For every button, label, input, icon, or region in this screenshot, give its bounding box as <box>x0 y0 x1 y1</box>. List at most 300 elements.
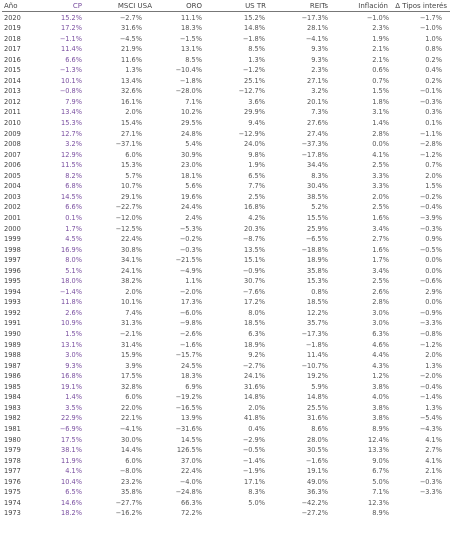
cell-us-tr: 25.1% <box>244 76 265 85</box>
cell-rate-change: −0.3% <box>419 477 442 486</box>
table-header <box>0 0 452 11</box>
cell-year: 2005 <box>4 171 21 180</box>
cell-gold: 24.8% <box>181 129 202 138</box>
cell-us-tr: 8.3% <box>248 488 265 497</box>
cell-year: 1979 <box>4 446 21 455</box>
cell-us-tr: 30.7% <box>244 277 265 286</box>
cell-rate-change: −2.8% <box>419 140 442 149</box>
cell-us-tr: −1.8% <box>242 34 265 43</box>
cell-inflation: 2.1% <box>372 45 389 54</box>
cell-msci-usa: 22.0% <box>121 403 142 412</box>
cell-msci-usa: 1.3% <box>125 66 142 75</box>
header-us-tr: US TR <box>245 2 266 10</box>
cell-reits: 38.5% <box>307 192 328 201</box>
cell-reits: 14.8% <box>307 393 328 402</box>
cell-gold: 22.4% <box>181 467 202 476</box>
cell-inflation: 1.9% <box>372 34 389 43</box>
cell-cp: 0.1% <box>65 213 82 222</box>
cell-gold: −1.6% <box>179 340 202 349</box>
cell-msci-usa: 16.1% <box>121 97 142 106</box>
cell-year: 1978 <box>4 456 21 465</box>
table-row <box>0 266 452 276</box>
cell-cp: 9.3% <box>65 361 82 370</box>
cell-rate-change: −0.2% <box>419 192 442 201</box>
cell-inflation: 2.8% <box>372 298 389 307</box>
cell-us-tr: 15.1% <box>244 256 265 265</box>
cell-msci-usa: −12.5% <box>115 224 142 233</box>
table-row <box>0 34 452 44</box>
cell-gold: 19.6% <box>181 192 202 201</box>
cell-cp: 1.4% <box>65 393 82 402</box>
cell-gold: −2.6% <box>179 330 202 338</box>
cell-cp: 12.7% <box>61 129 82 138</box>
table-row <box>0 403 452 413</box>
cell-us-tr: 18.5% <box>244 319 265 328</box>
cell-reits: 19.2% <box>307 372 328 381</box>
header-reits: REITs <box>309 2 328 10</box>
table-row <box>0 160 452 170</box>
cell-cp: −6.9% <box>59 424 82 433</box>
cell-msci-usa: 17.5% <box>121 372 142 381</box>
cell-reits: 9.3% <box>311 55 328 64</box>
cell-us-tr: 1.3% <box>248 55 265 64</box>
cell-reits: −4.1% <box>305 34 328 43</box>
cell-msci-usa: 35.8% <box>121 488 142 497</box>
cell-inflation: 3.8% <box>372 403 389 412</box>
cell-us-tr: −7.6% <box>242 287 265 296</box>
cell-rate-change: −1.1% <box>419 129 442 138</box>
cell-us-tr: −8.7% <box>242 235 265 244</box>
cell-inflation: 2.6% <box>372 287 389 296</box>
cell-rate-change: −3.9% <box>419 213 442 222</box>
cell-cp: 16.8% <box>61 372 82 381</box>
cell-year: 1993 <box>4 298 21 307</box>
table-row <box>0 97 452 107</box>
cell-reits: 35.8% <box>307 266 328 275</box>
cell-year: 1975 <box>4 488 21 497</box>
cell-cp: 10.9% <box>61 319 82 328</box>
cell-inflation: 1.5% <box>372 87 389 96</box>
cell-us-tr: −1.2% <box>242 66 265 75</box>
cell-gold: −19.2% <box>175 393 202 402</box>
cell-inflation: 9.0% <box>372 456 389 465</box>
cell-rate-change: −1.4% <box>419 393 442 402</box>
cell-reits: 30.5% <box>307 446 328 455</box>
cell-gold: −4.9% <box>179 266 202 275</box>
table-row <box>0 477 452 487</box>
cell-us-tr: 4.2% <box>248 213 265 222</box>
cell-cp: 11.8% <box>61 298 82 307</box>
cell-us-tr: 18.9% <box>244 340 265 349</box>
cell-inflation: 4.1% <box>372 150 389 159</box>
cell-us-tr: 8.5% <box>248 45 265 54</box>
cell-msci-usa: 30.0% <box>121 435 142 444</box>
cell-year: 1985 <box>4 382 21 391</box>
header-cp: CP <box>72 2 82 10</box>
cell-year: 2019 <box>4 24 21 33</box>
cell-gold: 17.3% <box>181 298 202 307</box>
cell-gold: 66.3% <box>181 498 202 507</box>
cell-reits: 2.3% <box>311 66 328 75</box>
cell-cp: −1.3% <box>59 66 82 75</box>
cell-gold: −15.7% <box>175 351 202 360</box>
cell-year: 2000 <box>4 224 21 233</box>
cell-cp: 15.3% <box>61 119 82 127</box>
cell-rate-change: −0.3% <box>419 224 442 233</box>
cell-gold: 10.2% <box>181 108 202 117</box>
cell-reits: 18.9% <box>307 256 328 265</box>
cell-reits: 11.4% <box>307 351 328 360</box>
cell-rate-change: 0.1% <box>425 119 442 127</box>
cell-cp: 6.5% <box>65 488 82 497</box>
table-row <box>0 255 452 265</box>
cell-inflation: 1.2% <box>372 372 389 381</box>
cell-gold: −1.5% <box>179 34 202 43</box>
cell-cp: 6.8% <box>65 182 82 191</box>
cell-inflation: 2.5% <box>372 161 389 170</box>
cell-msci-usa: 29.1% <box>121 192 142 201</box>
cell-reits: −17.3% <box>301 13 328 22</box>
cell-rate-change: −0.3% <box>419 97 442 106</box>
cell-year: 2008 <box>4 140 21 149</box>
cell-cp: 18.0% <box>61 277 82 286</box>
cell-reits: −1.8% <box>305 340 328 349</box>
cell-us-tr: 14.8% <box>244 393 265 402</box>
table-row <box>0 118 452 128</box>
cell-reits: 9.3% <box>311 45 328 54</box>
cell-reits: 25.9% <box>307 224 328 233</box>
cell-us-tr: −0.5% <box>242 446 265 455</box>
cell-reits: 30.4% <box>307 182 328 191</box>
cell-reits: 18.5% <box>307 298 328 307</box>
cell-gold: −6.0% <box>179 308 202 317</box>
cell-reits: −27.2% <box>301 509 328 518</box>
table-row <box>0 171 452 181</box>
cell-year: 1980 <box>4 435 21 444</box>
cell-year: 1982 <box>4 414 21 423</box>
cell-inflation: 3.3% <box>372 171 389 180</box>
cell-cp: 1.5% <box>65 330 82 338</box>
cell-reits: 8.6% <box>311 424 328 433</box>
cell-rate-change: −0.1% <box>419 87 442 96</box>
cell-gold: −1.8% <box>179 76 202 85</box>
cell-msci-usa: 32.6% <box>121 87 142 96</box>
cell-year: 2002 <box>4 203 21 212</box>
cell-cp: 14.5% <box>61 192 82 201</box>
cell-reits: 27.4% <box>307 129 328 138</box>
cell-rate-change: 0.0% <box>425 266 442 275</box>
cell-cp: −1.1% <box>59 34 82 43</box>
cell-reits: −1.6% <box>305 456 328 465</box>
cell-msci-usa: 38.2% <box>121 277 142 286</box>
cell-reits: 28.1% <box>307 24 328 33</box>
cell-rate-change: −4.3% <box>419 424 442 433</box>
cell-year: 2003 <box>4 192 21 201</box>
cell-year: 1996 <box>4 266 21 275</box>
cell-reits: 5.9% <box>311 382 328 391</box>
cell-year: 1973 <box>4 509 21 518</box>
cell-inflation: 7.1% <box>372 488 389 497</box>
cell-rate-change: −0.6% <box>419 277 442 286</box>
header-year: Año <box>4 2 18 10</box>
cell-msci-usa: 3.9% <box>125 361 142 370</box>
cell-year: 1976 <box>4 477 21 486</box>
cell-msci-usa: −2.1% <box>119 330 142 338</box>
cell-rate-change: 2.0% <box>425 351 442 360</box>
cell-gold: 13.1% <box>181 45 202 54</box>
cell-us-tr: 5.0% <box>248 498 265 507</box>
cell-cp: 1.7% <box>65 224 82 233</box>
cell-inflation: 2.5% <box>372 277 389 286</box>
cell-reits: 12.2% <box>307 308 328 317</box>
cell-inflation: 12.4% <box>368 435 389 444</box>
cell-cp: 13.4% <box>61 108 82 117</box>
cell-rate-change: −3.3% <box>419 488 442 497</box>
cell-cp: 2.6% <box>65 308 82 317</box>
cell-inflation: 0.6% <box>372 66 389 75</box>
cell-inflation: 3.3% <box>372 182 389 191</box>
cell-msci-usa: 6.0% <box>125 456 142 465</box>
cell-inflation: 1.6% <box>372 213 389 222</box>
cell-reits: −10.7% <box>301 361 328 370</box>
table-row <box>0 498 452 508</box>
cell-rate-change: −0.9% <box>419 308 442 317</box>
cell-msci-usa: 22.4% <box>121 235 142 244</box>
cell-rate-change: −1.2% <box>419 150 442 159</box>
cell-rate-change: 1.0% <box>425 34 442 43</box>
cell-us-tr: −2.7% <box>242 361 265 370</box>
cell-reits: 15.5% <box>307 213 328 222</box>
cell-gold: 7.1% <box>185 97 202 106</box>
cell-us-tr: 24.0% <box>244 140 265 149</box>
cell-us-tr: 20.3% <box>244 224 265 233</box>
table-row <box>0 435 452 445</box>
table-row <box>0 245 452 255</box>
cell-us-tr: 17.2% <box>244 298 265 307</box>
table-row <box>0 13 452 23</box>
cell-inflation: 3.0% <box>372 308 389 317</box>
cell-reits: 0.8% <box>311 287 328 296</box>
table-row <box>0 107 452 117</box>
table-row <box>0 23 452 33</box>
cell-gold: 2.4% <box>185 213 202 222</box>
cell-gold: −28.0% <box>175 87 202 96</box>
cell-gold: 72.2% <box>181 509 202 518</box>
table-row <box>0 361 452 371</box>
cell-gold: −2.0% <box>179 287 202 296</box>
table-row <box>0 76 452 86</box>
table-row <box>0 276 452 286</box>
cell-us-tr: −1.9% <box>242 467 265 476</box>
cell-year: 2014 <box>4 76 21 85</box>
table-row <box>0 150 452 160</box>
cell-inflation: 1.7% <box>372 256 389 265</box>
cell-rate-change: −5.4% <box>419 414 442 423</box>
cell-cp: 11.4% <box>61 45 82 54</box>
cell-inflation: 2.1% <box>372 55 389 64</box>
cell-us-tr: 14.8% <box>244 24 265 33</box>
cell-gold: 14.5% <box>181 435 202 444</box>
table-row <box>0 234 452 244</box>
cell-gold: 13.9% <box>181 414 202 423</box>
cell-inflation: 4.0% <box>372 393 389 402</box>
cell-reits: 27.1% <box>307 76 328 85</box>
cell-us-tr: −12.9% <box>238 129 265 138</box>
table-row <box>0 86 452 96</box>
cell-cp: 3.5% <box>65 403 82 412</box>
cell-cp: 13.1% <box>61 340 82 349</box>
cell-cp: 10.4% <box>61 477 82 486</box>
cell-year: 2017 <box>4 45 21 54</box>
cell-inflation: 2.7% <box>372 235 389 244</box>
cell-year: 1997 <box>4 256 21 265</box>
cell-inflation: 2.8% <box>372 129 389 138</box>
cell-reits: −37.3% <box>301 140 328 149</box>
cell-us-tr: 31.6% <box>244 382 265 391</box>
table-row <box>0 371 452 381</box>
cell-rate-change: −0.8% <box>419 330 442 338</box>
table-row <box>0 413 452 423</box>
cell-gold: 18.3% <box>181 24 202 33</box>
cell-year: 2010 <box>4 119 21 127</box>
cell-rate-change: 0.9% <box>425 235 442 244</box>
table-row <box>0 202 452 212</box>
cell-msci-usa: 2.0% <box>125 287 142 296</box>
cell-gold: −10.4% <box>175 66 202 75</box>
cell-rate-change: −1.2% <box>419 340 442 349</box>
cell-msci-usa: 30.8% <box>121 245 142 254</box>
cell-year: 1999 <box>4 235 21 244</box>
cell-us-tr: 17.1% <box>244 477 265 486</box>
cell-us-tr: −2.9% <box>242 435 265 444</box>
cell-cp: 22.9% <box>61 414 82 423</box>
cell-gold: −31.6% <box>175 424 202 433</box>
table-row <box>0 181 452 191</box>
cell-cp: 16.9% <box>61 245 82 254</box>
table-row <box>0 456 452 466</box>
cell-gold: −4.0% <box>179 477 202 486</box>
cell-msci-usa: −4.1% <box>119 424 142 433</box>
cell-inflation: 3.4% <box>372 266 389 275</box>
table-row <box>0 508 452 518</box>
cell-year: 1992 <box>4 308 21 317</box>
cell-year: 1989 <box>4 340 21 349</box>
cell-us-tr: 0.4% <box>248 424 265 433</box>
table-row <box>0 487 452 497</box>
cell-us-tr: 9.8% <box>248 150 265 159</box>
cell-msci-usa: 31.4% <box>121 340 142 349</box>
cell-year: 2020 <box>4 13 21 22</box>
cell-year: 1988 <box>4 351 21 360</box>
cell-cp: 6.6% <box>65 55 82 64</box>
cell-rate-change: 0.4% <box>425 66 442 75</box>
cell-reits: 27.6% <box>307 119 328 127</box>
cell-gold: −21.5% <box>175 256 202 265</box>
cell-cp: −1.4% <box>59 287 82 296</box>
cell-msci-usa: 10.1% <box>121 298 142 307</box>
table-row <box>0 297 452 307</box>
cell-gold: 6.9% <box>185 382 202 391</box>
cell-year: 2013 <box>4 87 21 96</box>
cell-year: 1974 <box>4 498 21 507</box>
header-rate-change: Δ Tipos interés <box>395 2 447 10</box>
cell-reits: 5.2% <box>311 203 328 212</box>
cell-rate-change: 2.1% <box>425 467 442 476</box>
cell-reits: 15.3% <box>307 277 328 286</box>
cell-msci-usa: −27.7% <box>115 498 142 507</box>
header-msci-usa: MSCI USA <box>117 2 152 10</box>
cell-msci-usa: 11.6% <box>121 55 142 64</box>
cell-reits: 35.7% <box>307 319 328 328</box>
cell-inflation: 8.9% <box>372 509 389 518</box>
table-row <box>0 382 452 392</box>
table-row <box>0 308 452 318</box>
cell-year: 2007 <box>4 150 21 159</box>
cell-us-tr: −0.9% <box>242 266 265 275</box>
cell-rate-change: 2.7% <box>425 446 442 455</box>
cell-cp: 12.9% <box>61 150 82 159</box>
cell-rate-change: −2.0% <box>419 372 442 381</box>
cell-reits: 20.1% <box>307 97 328 106</box>
cell-inflation: 5.0% <box>372 477 389 486</box>
cell-year: 1998 <box>4 245 21 254</box>
cell-rate-change: −0.5% <box>419 245 442 254</box>
cell-rate-change: −0.4% <box>419 382 442 391</box>
cell-inflation: 1.4% <box>372 119 389 127</box>
cell-msci-usa: 15.3% <box>121 161 142 170</box>
cell-msci-usa: −8.0% <box>119 467 142 476</box>
cell-inflation: 3.0% <box>372 319 389 328</box>
cell-year: 1987 <box>4 361 21 370</box>
table-row <box>0 445 452 455</box>
cell-reits: 36.3% <box>307 488 328 497</box>
cell-cp: 38.1% <box>61 446 82 455</box>
cell-us-tr: 9.2% <box>248 351 265 360</box>
table-row <box>0 213 452 223</box>
cell-msci-usa: −37.1% <box>115 140 142 149</box>
cell-rate-change: 0.0% <box>425 256 442 265</box>
cell-gold: 24.4% <box>181 203 202 212</box>
cell-reits: 7.3% <box>311 108 328 117</box>
cell-msci-usa: 15.4% <box>121 119 142 127</box>
cell-msci-usa: 22.1% <box>121 414 142 423</box>
cell-inflation: 0.7% <box>372 76 389 85</box>
cell-cp: 4.1% <box>65 467 82 476</box>
cell-rate-change: −1.0% <box>419 24 442 33</box>
cell-reits: 28.0% <box>307 435 328 444</box>
cell-year: 1983 <box>4 403 21 412</box>
cell-us-tr: 1.9% <box>248 161 265 170</box>
cell-rate-change: 0.2% <box>425 76 442 85</box>
cell-msci-usa: 15.9% <box>121 351 142 360</box>
cell-rate-change: 2.9% <box>425 287 442 296</box>
cell-reits: −42.2% <box>301 498 328 507</box>
cell-cp: 7.9% <box>65 97 82 106</box>
cell-gold: 1.1% <box>185 277 202 286</box>
cell-inflation: 12.3% <box>368 498 389 507</box>
cell-rate-change: 0.7% <box>425 161 442 170</box>
cell-year: 2016 <box>4 55 21 64</box>
cell-cp: 17.5% <box>61 435 82 444</box>
cell-cp: 6.6% <box>65 203 82 212</box>
cell-us-tr: 13.5% <box>244 245 265 254</box>
cell-msci-usa: −16.2% <box>115 509 142 518</box>
cell-cp: 11.9% <box>61 456 82 465</box>
cell-msci-usa: 31.3% <box>121 319 142 328</box>
cell-year: 2006 <box>4 161 21 170</box>
cell-rate-change: 0.8% <box>425 45 442 54</box>
cell-us-tr: −1.4% <box>242 456 265 465</box>
